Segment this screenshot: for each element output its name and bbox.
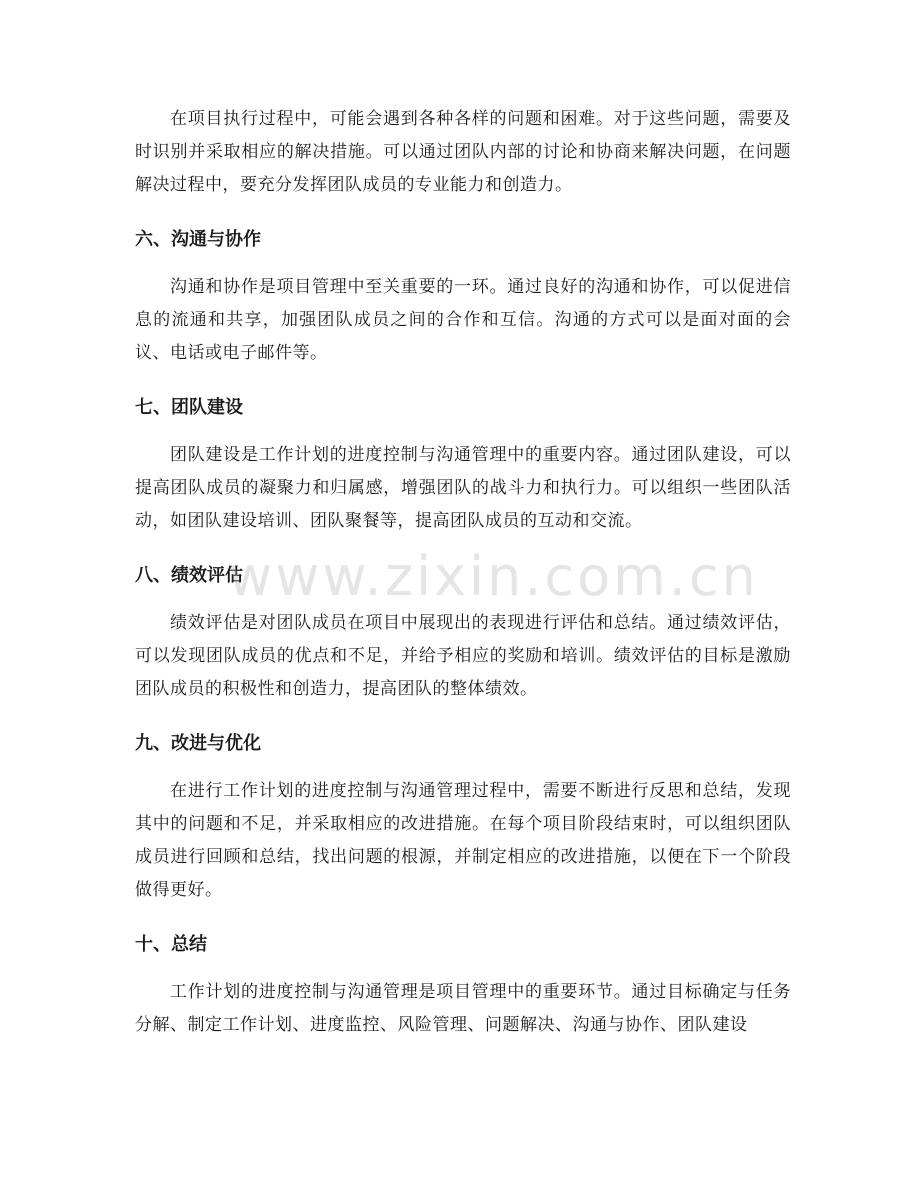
section-heading-10: 十、总结	[135, 934, 207, 955]
section-heading-7: 七、团队建设	[135, 397, 243, 418]
document-content	[135, 103, 791, 1042]
section-heading-6: 六、沟通与协作	[135, 229, 261, 250]
intro-paragraph: 在项目执行过程中，可能会遇到各种各样的问题和困难。对于这些问题，需要及时识别并采取相应的解决措施。可以通过团队内部的讨论和协商来解决问题，在问题解决过程中，要充分发挥团队成员的专业能力和创造力。	[135, 109, 791, 195]
watermark-text: www.zixin.com.cn	[228, 545, 759, 608]
section-heading-8: 八、绩效评估	[135, 565, 243, 586]
section-body-7: 团队建设是工作计划的进度控制与沟通管理中的重要内容。通过团队建设，可以提高团队成员的凝聚力和归属感，增强团队的战斗力和执行力。可以组织一些团队活动，如团队建设培训、团队聚餐等，提高团队成员的互动和交流。	[135, 445, 791, 531]
section-body-8: 绩效评估是对团队成员在项目中展现出的表现进行评估和总结。通过绩效评估，可以发现团队成员的优点和不足，并给予相应的奖励和培训。绩效评估的目标是激励团队成员的积极性和创造力，提高团队的整体绩效。	[135, 613, 791, 699]
section-body-9: 在进行工作计划的进度控制与沟通管理过程中，需要不断进行反思和总结，发现其中的问题和不足，并采取相应的改进措施。在每个项目阶段结束时，可以组织团队成员进行回顾和总结，找出问题的根源，并制定相应的改进措施，以便在下一个阶段做得更好。	[135, 781, 791, 900]
section-heading-9: 九、改进与优化	[135, 733, 261, 754]
section-body-10: 工作计划的进度控制与沟通管理是项目管理中的重要环节。通过目标确定与任务分解、制定工作计划、进度监控、风险管理、问题解决、沟通与协作、团队建设	[135, 982, 791, 1035]
section-body-6: 沟通和协作是项目管理中至关重要的一环。通过良好的沟通和协作，可以促进信息的流通和共享，加强团队成员之间的合作和互信。沟通的方式可以是面对面的会议、电话或电子邮件等。	[135, 277, 791, 363]
